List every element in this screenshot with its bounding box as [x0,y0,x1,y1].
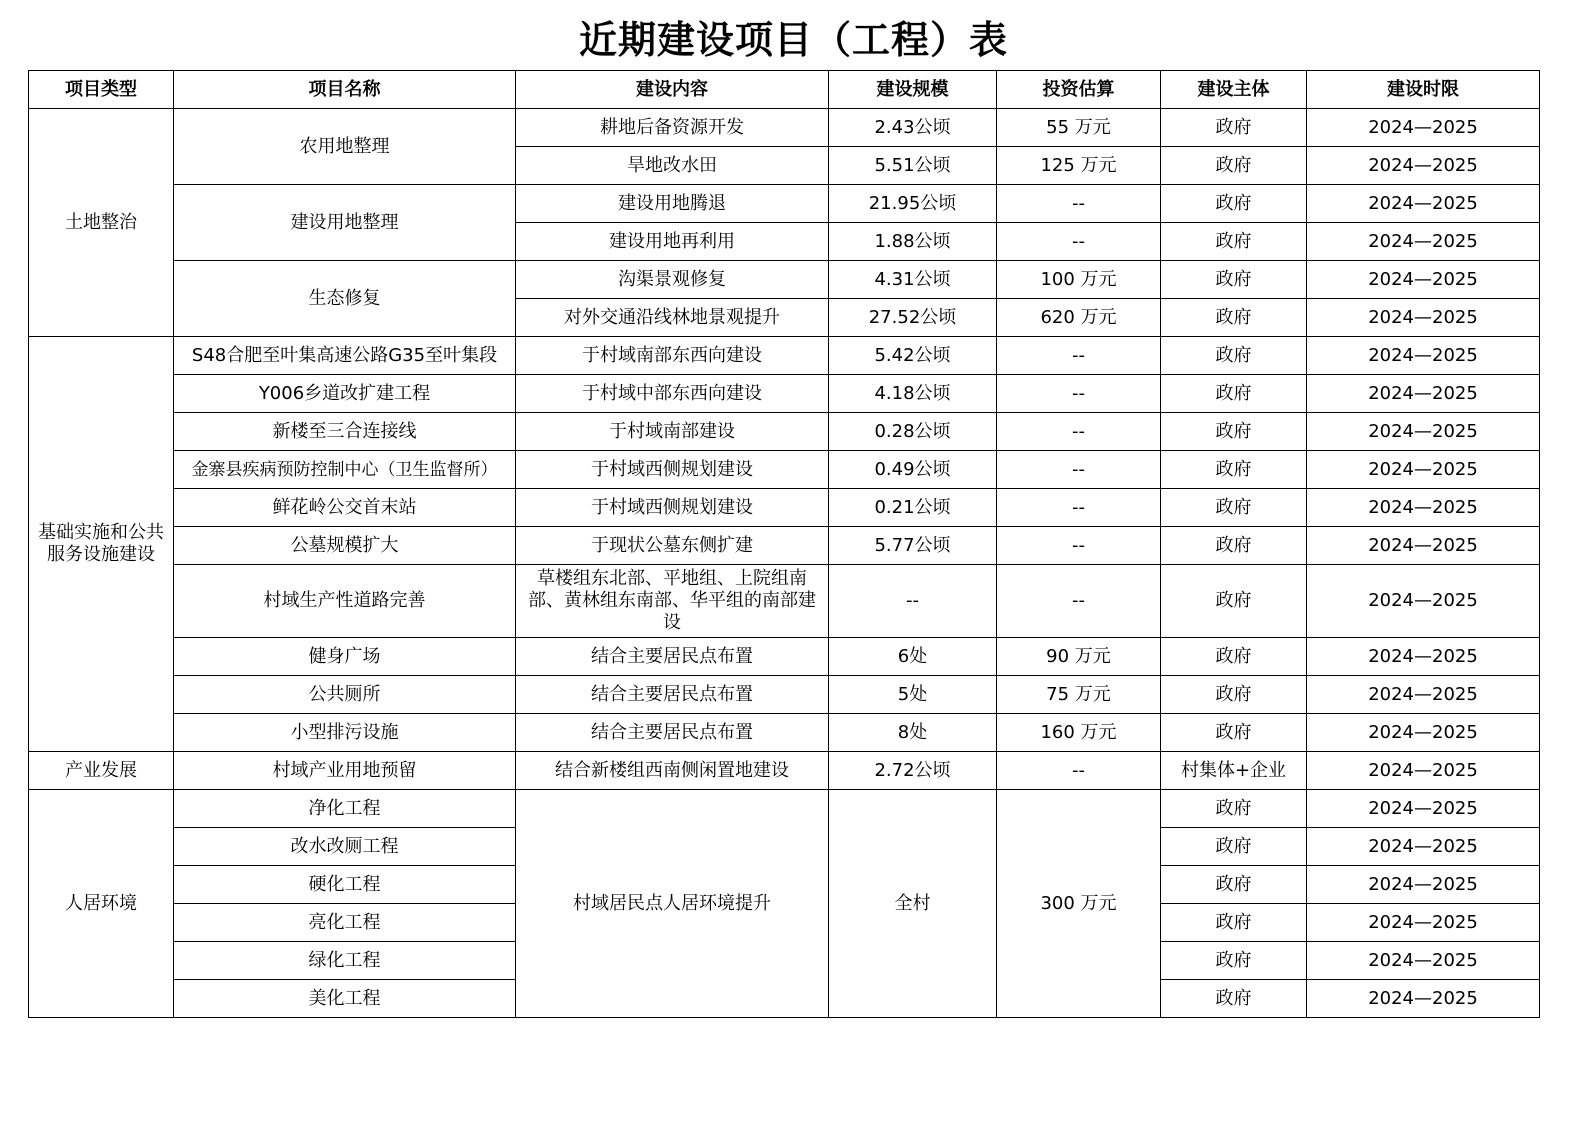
project-name-cell: 生态修复 [174,261,516,337]
scale-cell: 0.49公顷 [829,451,997,489]
entity-cell: 政府 [1161,714,1307,752]
invest-cell: 75 万元 [997,676,1161,714]
invest-cell: -- [997,527,1161,565]
content-cell: 沟渠景观修复 [516,261,829,299]
projects-table [28,70,1540,1018]
header-entity: 建设主体 [1161,71,1307,109]
invest-cell: 300 万元 [997,790,1161,1018]
invest-cell: 620 万元 [997,299,1161,337]
scale-cell: 4.18公顷 [829,375,997,413]
invest-cell: -- [997,451,1161,489]
invest-cell: 55 万元 [997,109,1161,147]
scale-cell: 8处 [829,714,997,752]
period-cell: 2024—2025 [1307,261,1540,299]
content-cell: 对外交通沿线林地景观提升 [516,299,829,337]
scale-cell: 5处 [829,676,997,714]
project-name-cell: 村域产业用地预留 [174,752,516,790]
project-type-cell: 产业发展 [29,752,174,790]
scale-cell: 0.28公顷 [829,413,997,451]
period-cell: 2024—2025 [1307,375,1540,413]
entity-cell: 政府 [1161,565,1307,638]
project-name-cell: 公墓规模扩大 [174,527,516,565]
invest-cell: 90 万元 [997,638,1161,676]
project-name-cell: 健身广场 [174,638,516,676]
content-cell: 结合主要居民点布置 [516,714,829,752]
project-name-cell: 建设用地整理 [174,185,516,261]
scale-cell: 2.72公顷 [829,752,997,790]
table-row [29,413,1540,451]
project-name-cell: 小型排污设施 [174,714,516,752]
header-period: 建设时限 [1307,71,1540,109]
period-cell: 2024—2025 [1307,223,1540,261]
entity-cell: 政府 [1161,904,1307,942]
content-cell: 村域居民点人居环境提升 [516,790,829,1018]
invest-cell: 125 万元 [997,147,1161,185]
content-cell: 建设用地再利用 [516,223,829,261]
invest-cell: 100 万元 [997,261,1161,299]
period-cell: 2024—2025 [1307,489,1540,527]
scale-cell: 21.95公顷 [829,185,997,223]
table-row [29,451,1540,489]
entity-cell: 政府 [1161,489,1307,527]
project-name-cell: Y006乡道改扩建工程 [174,375,516,413]
entity-cell: 政府 [1161,413,1307,451]
scale-cell: -- [829,565,997,638]
content-cell: 结合主要居民点布置 [516,638,829,676]
table-row [29,565,1540,638]
content-cell: 旱地改水田 [516,147,829,185]
content-cell: 于现状公墓东侧扩建 [516,527,829,565]
scale-cell: 5.42公顷 [829,337,997,375]
content-cell: 于村域南部建设 [516,413,829,451]
entity-cell: 政府 [1161,261,1307,299]
entity-cell: 政府 [1161,451,1307,489]
project-name-cell: 公共厕所 [174,676,516,714]
table-row [29,790,1540,828]
entity-cell: 政府 [1161,790,1307,828]
invest-cell: -- [997,185,1161,223]
project-type-cell: 土地整治 [29,109,174,337]
table-row [29,676,1540,714]
period-cell: 2024—2025 [1307,638,1540,676]
project-name-cell: 农用地整理 [174,109,516,185]
invest-cell: -- [997,752,1161,790]
period-cell: 2024—2025 [1307,904,1540,942]
project-name-cell: 村域生产性道路完善 [174,565,516,638]
scale-cell: 4.31公顷 [829,261,997,299]
project-name-cell: S48合肥至叶集高速公路G35至叶集段 [174,337,516,375]
header-content: 建设内容 [516,71,829,109]
header-scale: 建设规模 [829,71,997,109]
period-cell: 2024—2025 [1307,109,1540,147]
header-name: 项目名称 [174,71,516,109]
content-cell: 耕地后备资源开发 [516,109,829,147]
project-name-cell: 绿化工程 [174,942,516,980]
scale-cell: 5.77公顷 [829,527,997,565]
period-cell: 2024—2025 [1307,676,1540,714]
project-name-cell: 金寨县疾病预防控制中心（卫生监督所） [174,451,516,489]
entity-cell: 政府 [1161,299,1307,337]
entity-cell: 政府 [1161,185,1307,223]
project-name-cell: 鲜花岭公交首末站 [174,489,516,527]
table-row [29,375,1540,413]
period-cell: 2024—2025 [1307,790,1540,828]
scale-cell: 5.51公顷 [829,147,997,185]
period-cell: 2024—2025 [1307,299,1540,337]
header-type: 项目类型 [29,71,174,109]
table-row [29,261,1540,299]
project-name-cell: 美化工程 [174,980,516,1018]
period-cell: 2024—2025 [1307,980,1540,1018]
project-name-cell: 亮化工程 [174,904,516,942]
entity-cell: 政府 [1161,223,1307,261]
period-cell: 2024—2025 [1307,413,1540,451]
entity-cell: 政府 [1161,147,1307,185]
project-type-cell: 人居环境 [29,790,174,1018]
period-cell: 2024—2025 [1307,185,1540,223]
entity-cell: 政府 [1161,527,1307,565]
invest-cell: -- [997,565,1161,638]
content-cell: 草楼组东北部、平地组、上院组南部、黄林组东南部、华平组的南部建设 [516,565,829,638]
period-cell: 2024—2025 [1307,828,1540,866]
table-row [29,638,1540,676]
project-name-cell: 硬化工程 [174,866,516,904]
invest-cell: -- [997,337,1161,375]
scale-cell: 2.43公顷 [829,109,997,147]
scale-cell: 1.88公顷 [829,223,997,261]
invest-cell: -- [997,375,1161,413]
table-row [29,752,1540,790]
period-cell: 2024—2025 [1307,752,1540,790]
content-cell: 于村域西侧规划建设 [516,489,829,527]
scale-cell: 0.21公顷 [829,489,997,527]
scale-cell: 6处 [829,638,997,676]
header-invest: 投资估算 [997,71,1161,109]
project-name-cell: 改水改厕工程 [174,828,516,866]
entity-cell: 政府 [1161,337,1307,375]
content-cell: 结合新楼组西南侧闲置地建设 [516,752,829,790]
entity-cell: 政府 [1161,942,1307,980]
entity-cell: 政府 [1161,980,1307,1018]
invest-cell: 160 万元 [997,714,1161,752]
invest-cell: -- [997,223,1161,261]
period-cell: 2024—2025 [1307,337,1540,375]
table-row [29,109,1540,147]
period-cell: 2024—2025 [1307,451,1540,489]
header-row [29,71,1540,109]
project-name-cell: 净化工程 [174,790,516,828]
entity-cell: 政府 [1161,866,1307,904]
content-cell: 建设用地腾退 [516,185,829,223]
entity-cell: 政府 [1161,375,1307,413]
entity-cell: 政府 [1161,828,1307,866]
period-cell: 2024—2025 [1307,527,1540,565]
page-title: 近期建设项目（工程）表 [578,18,1008,62]
entity-cell: 政府 [1161,638,1307,676]
period-cell: 2024—2025 [1307,565,1540,638]
table-row [29,489,1540,527]
project-name-cell: 新楼至三合连接线 [174,413,516,451]
content-cell: 于村域中部东西向建设 [516,375,829,413]
project-type-cell: 基础实施和公共服务设施建设 [29,337,174,752]
table-row [29,337,1540,375]
content-cell: 结合主要居民点布置 [516,676,829,714]
table-row [29,714,1540,752]
invest-cell: -- [997,489,1161,527]
table-row [29,185,1540,223]
period-cell: 2024—2025 [1307,714,1540,752]
content-cell: 于村域南部东西向建设 [516,337,829,375]
invest-cell: -- [997,413,1161,451]
period-cell: 2024—2025 [1307,147,1540,185]
scale-cell: 全村 [829,790,997,1018]
content-cell: 于村域西侧规划建设 [516,451,829,489]
entity-cell: 村集体+企业 [1161,752,1307,790]
scale-cell: 27.52公顷 [829,299,997,337]
entity-cell: 政府 [1161,676,1307,714]
entity-cell: 政府 [1161,109,1307,147]
period-cell: 2024—2025 [1307,942,1540,980]
table-row [29,527,1540,565]
period-cell: 2024—2025 [1307,866,1540,904]
